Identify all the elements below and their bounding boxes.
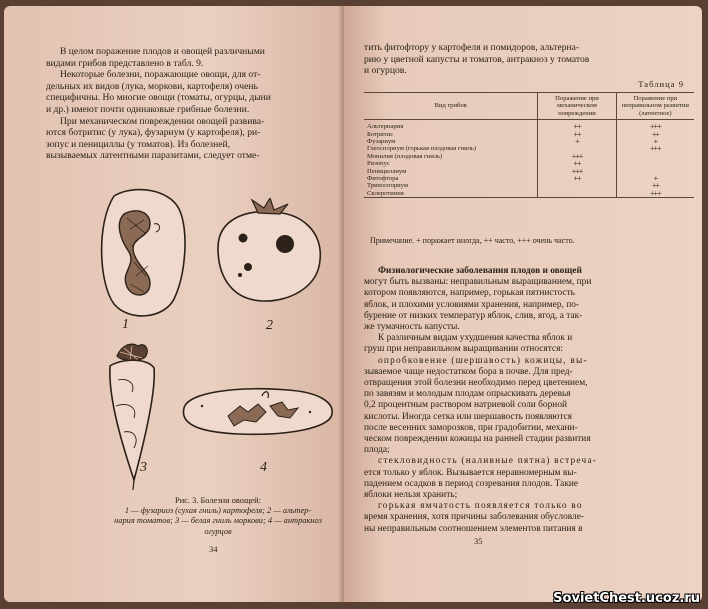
table-row: Трихоспориум ++ <box>364 182 694 189</box>
left-text-block <box>46 46 336 162</box>
text-line: тить фитофтору у картофеля и помидоров, альтерна- <box>364 42 580 53</box>
table-header-latent: Поражение при неправильном развитии (латентное) <box>616 93 694 120</box>
text-line: рию у цветной капусты и томатов, антракноз у томатов <box>364 53 590 65</box>
text-line: кислоты. Иногда сетка или шершавость появляются <box>364 411 572 422</box>
text-line: падением осадков в период созревания плодов. Такие <box>364 478 579 489</box>
table-row: Пенициллиум +++ <box>364 168 694 175</box>
text-line: могут быть вызваны: неправильным выращиванием, при <box>364 277 592 288</box>
potato-fusarium-illustration <box>94 184 194 324</box>
table-row: Фузариум + + <box>364 138 694 145</box>
text-line: горькая ямчатость появляется только во <box>378 501 583 512</box>
text-line: зопус и пенициллы (у томатов). Из болезней, <box>46 138 231 150</box>
text-line: В целом поражение плодов и овощей различными <box>60 46 265 57</box>
text-line: вызываемых латентными паразитами, следует отме- <box>46 150 260 162</box>
carrot-white-rot-illustration <box>102 340 162 490</box>
text-line: котором появляются, например, горькая пятнистость <box>364 288 575 299</box>
table-row: Глеоспориум (горькая плодовая гниль) +++ <box>364 145 694 152</box>
table-row: Склеротиния +++ <box>364 190 694 198</box>
caption-title: Рис. 3. Болезни овощей: <box>175 496 261 505</box>
table-row: Фитофтора ++ + <box>364 175 694 182</box>
table-row: Монилия (плодовая гниль) +++ <box>364 153 694 160</box>
text-line: яблок, и плохими условиями хранения, например, по- <box>364 299 580 310</box>
text-line: и др.) имеют почти одинаковые грибные болезни. <box>46 103 250 115</box>
left-page <box>4 6 344 602</box>
text-line: яблоки нельзя хранить; <box>364 490 458 501</box>
text-line: ются ботритис (у лука), фузариум (у картофеля), ри- <box>46 127 261 139</box>
caption-line: 1 — фузариоз (сухая гниль) картофеля; 2 — альтер- <box>124 506 312 516</box>
page-number-left: 34 <box>209 544 218 554</box>
right-page <box>344 6 702 602</box>
text-line: груш при неправильном выращивании относятся: <box>364 344 563 355</box>
text-line: Физиологические заболевания плодов и овощей <box>378 266 582 276</box>
figure-number-3: 3 <box>140 460 147 475</box>
text-line: опробковение (шершавость) кожицы, вы- <box>378 355 588 366</box>
figure-number-1: 1 <box>122 317 129 332</box>
caption-line: огурцов <box>204 526 232 536</box>
text-line: зываемое чаще недостатком бора в почве. Для пред- <box>364 366 573 377</box>
tomato-alternaria-illustration <box>208 198 328 308</box>
page-number-right: 35 <box>474 536 483 546</box>
figure-number-2: 2 <box>266 318 273 333</box>
text-line: 0,2 процентным раствором натриевой соли борной <box>364 400 568 411</box>
text-line: ческом повреждении кожицы на ранней стадии развития <box>364 434 591 445</box>
table-note: Примечание. + поражает иногда, ++ часто, +++ очень часто. <box>370 236 575 245</box>
table-header-species: Вид грибов <box>364 93 538 120</box>
text-line: ется только у яблок. Вызывается неравномерным вы- <box>364 467 577 478</box>
text-line: К различным видам ухудшения качества яблок и <box>378 333 573 344</box>
text-line: бурение от низких температур яблок, слив, ягод, а так- <box>364 310 583 321</box>
text-line: видами грибов представлено в табл. 9. <box>46 57 204 69</box>
text-line: и огурцов. <box>364 65 407 77</box>
text-line: специфичны. Но многие овощи (томаты, огурцы, дыни <box>46 92 271 104</box>
table-header-mechanical: Поражение при механическом повреждении <box>538 93 616 120</box>
cucumber-anthracnose-illustration <box>178 382 338 442</box>
text-line: же тумачность капусты. <box>364 322 460 333</box>
table-title: Таблица 9 <box>638 79 684 89</box>
text-line: стекловидность (наливные пятна) встреча- <box>378 456 598 467</box>
figure-caption <box>98 496 338 537</box>
figure-number-4: 4 <box>260 460 267 475</box>
site-watermark: SovietChest.ucoz.ru <box>553 591 700 606</box>
text-line: время хранения, хотя причины заболевания обусловле- <box>364 512 585 523</box>
table-row: Ботритис ++ ++ <box>364 131 694 138</box>
table-row: Альтернария ++ +++ <box>364 120 694 131</box>
text-line: после весенних заморозков, при градобитии, механи- <box>364 422 578 433</box>
text-line: ны неправильным соотношением элементов питания в <box>364 523 583 534</box>
fungi-table <box>364 92 694 198</box>
table-row: Ризопус ++ <box>364 160 694 167</box>
text-line: Некоторые болезни, поражающие овощи, для от- <box>60 69 261 81</box>
text-line: При механическом повреждении овощей развива- <box>60 115 265 127</box>
text-line: плода; <box>364 445 390 456</box>
text-line: отвращения этой болезни необходимо перед цветением, <box>364 378 588 389</box>
caption-line: нария томатов; 3 — белая гниль моркови; 4 — антракноз <box>114 516 322 526</box>
right-top-text <box>364 42 694 77</box>
right-body-text <box>364 266 696 535</box>
text-line: дельных их видов (лука, моркови, картофеля) очень <box>46 80 258 92</box>
text-line: по завязям и молодым плодам опрыскивать деревья <box>364 389 571 400</box>
